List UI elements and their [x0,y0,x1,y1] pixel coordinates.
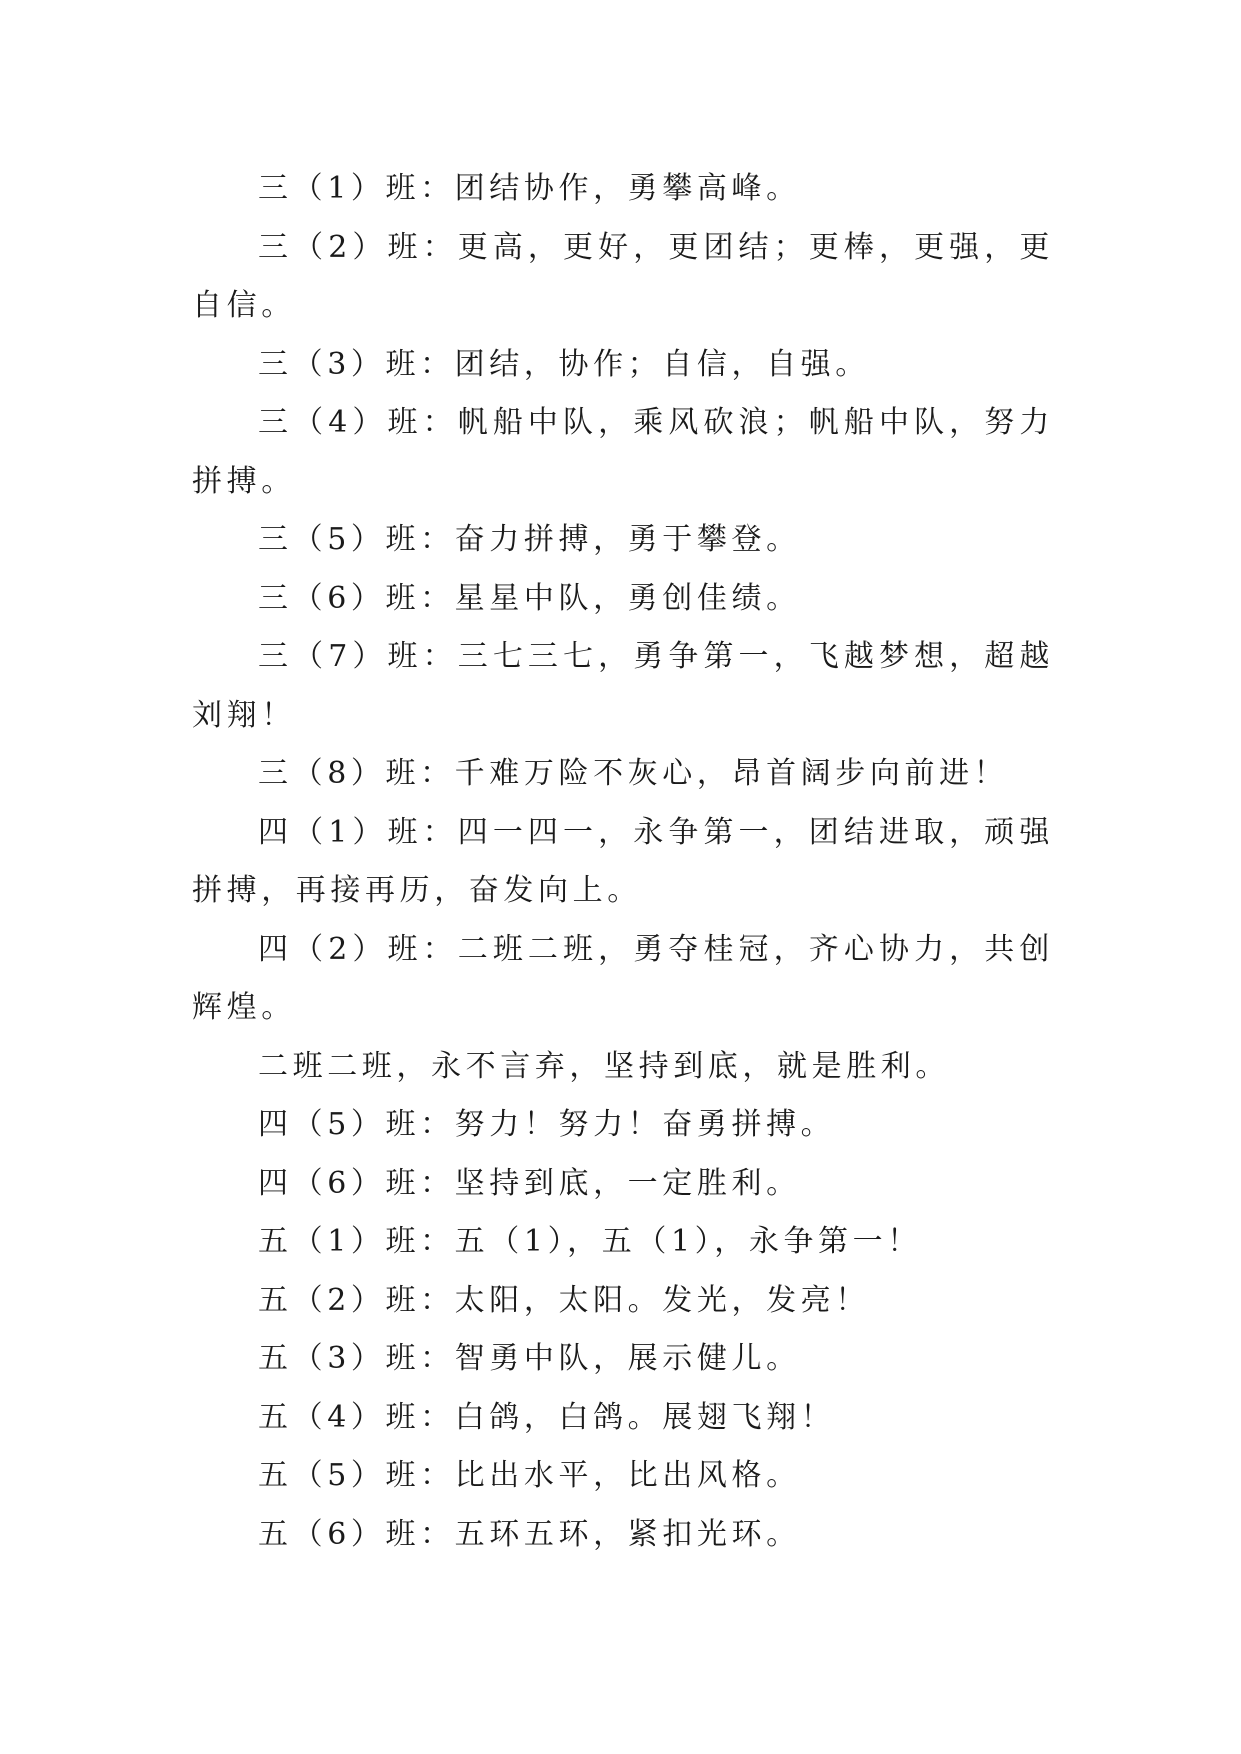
slogan-paragraph: 五（6）班：五环五环，紧扣光环。 [258,1516,801,1552]
slogan-paragraph: 四（2）班：二班二班，勇夺桂冠，齐心协力，共创辉煌。 [192,931,1054,1025]
slogan-paragraph: 三（7）班：三七三七，勇争第一，飞越梦想，超越刘翔！ [192,639,1054,733]
slogan-paragraph: 四（1）班：四一四一，永争第一，团结进取，顽强拼搏，再接再历，奋发向上。 [192,814,1054,908]
slogan-paragraph: 四（5）班：努力！努力！奋勇拼搏。 [258,1107,836,1142]
slogan-paragraph: 二班二班，永不言弃，坚持到底，就是胜利。 [258,1048,950,1084]
slogan-paragraph: 三（5）班：奋力拼搏，勇于攀登。 [258,522,801,557]
slogan-paragraph: 三（8）班：千难万险不灰心，昂首阔步向前进！ [258,756,1009,791]
slogan-paragraph: 五（4）班：白鸽，白鸽。展翅飞翔！ [258,1399,836,1435]
slogan-paragraph: 五（3）班：智勇中队，展示健儿。 [258,1341,801,1376]
slogan-paragraph: 三（2）班：更高，更好，更团结；更棒，更强，更自信。 [192,229,1054,323]
slogan-paragraph: 五（1）班：五（1），五（1），永争第一！ [258,1224,922,1259]
document-body [192,160,1054,1564]
slogan-paragraph: 五（2）班：太阳，太阳。发光，发亮！ [258,1282,870,1318]
slogan-paragraph: 五（5）班：比出水平，比出风格。 [258,1458,801,1493]
slogan-paragraph: 四（6）班：坚持到底，一定胜利。 [258,1165,801,1201]
slogan-paragraph: 三（1）班：团结协作，勇攀高峰。 [258,171,801,206]
slogan-paragraph: 三（6）班：星星中队，勇创佳绩。 [258,580,801,616]
slogan-paragraph: 三（4）班：帆船中队，乘风砍浪；帆船中队，努力拼搏。 [192,405,1054,499]
slogan-paragraph: 三（3）班：团结，协作；自信，自强。 [258,346,870,382]
